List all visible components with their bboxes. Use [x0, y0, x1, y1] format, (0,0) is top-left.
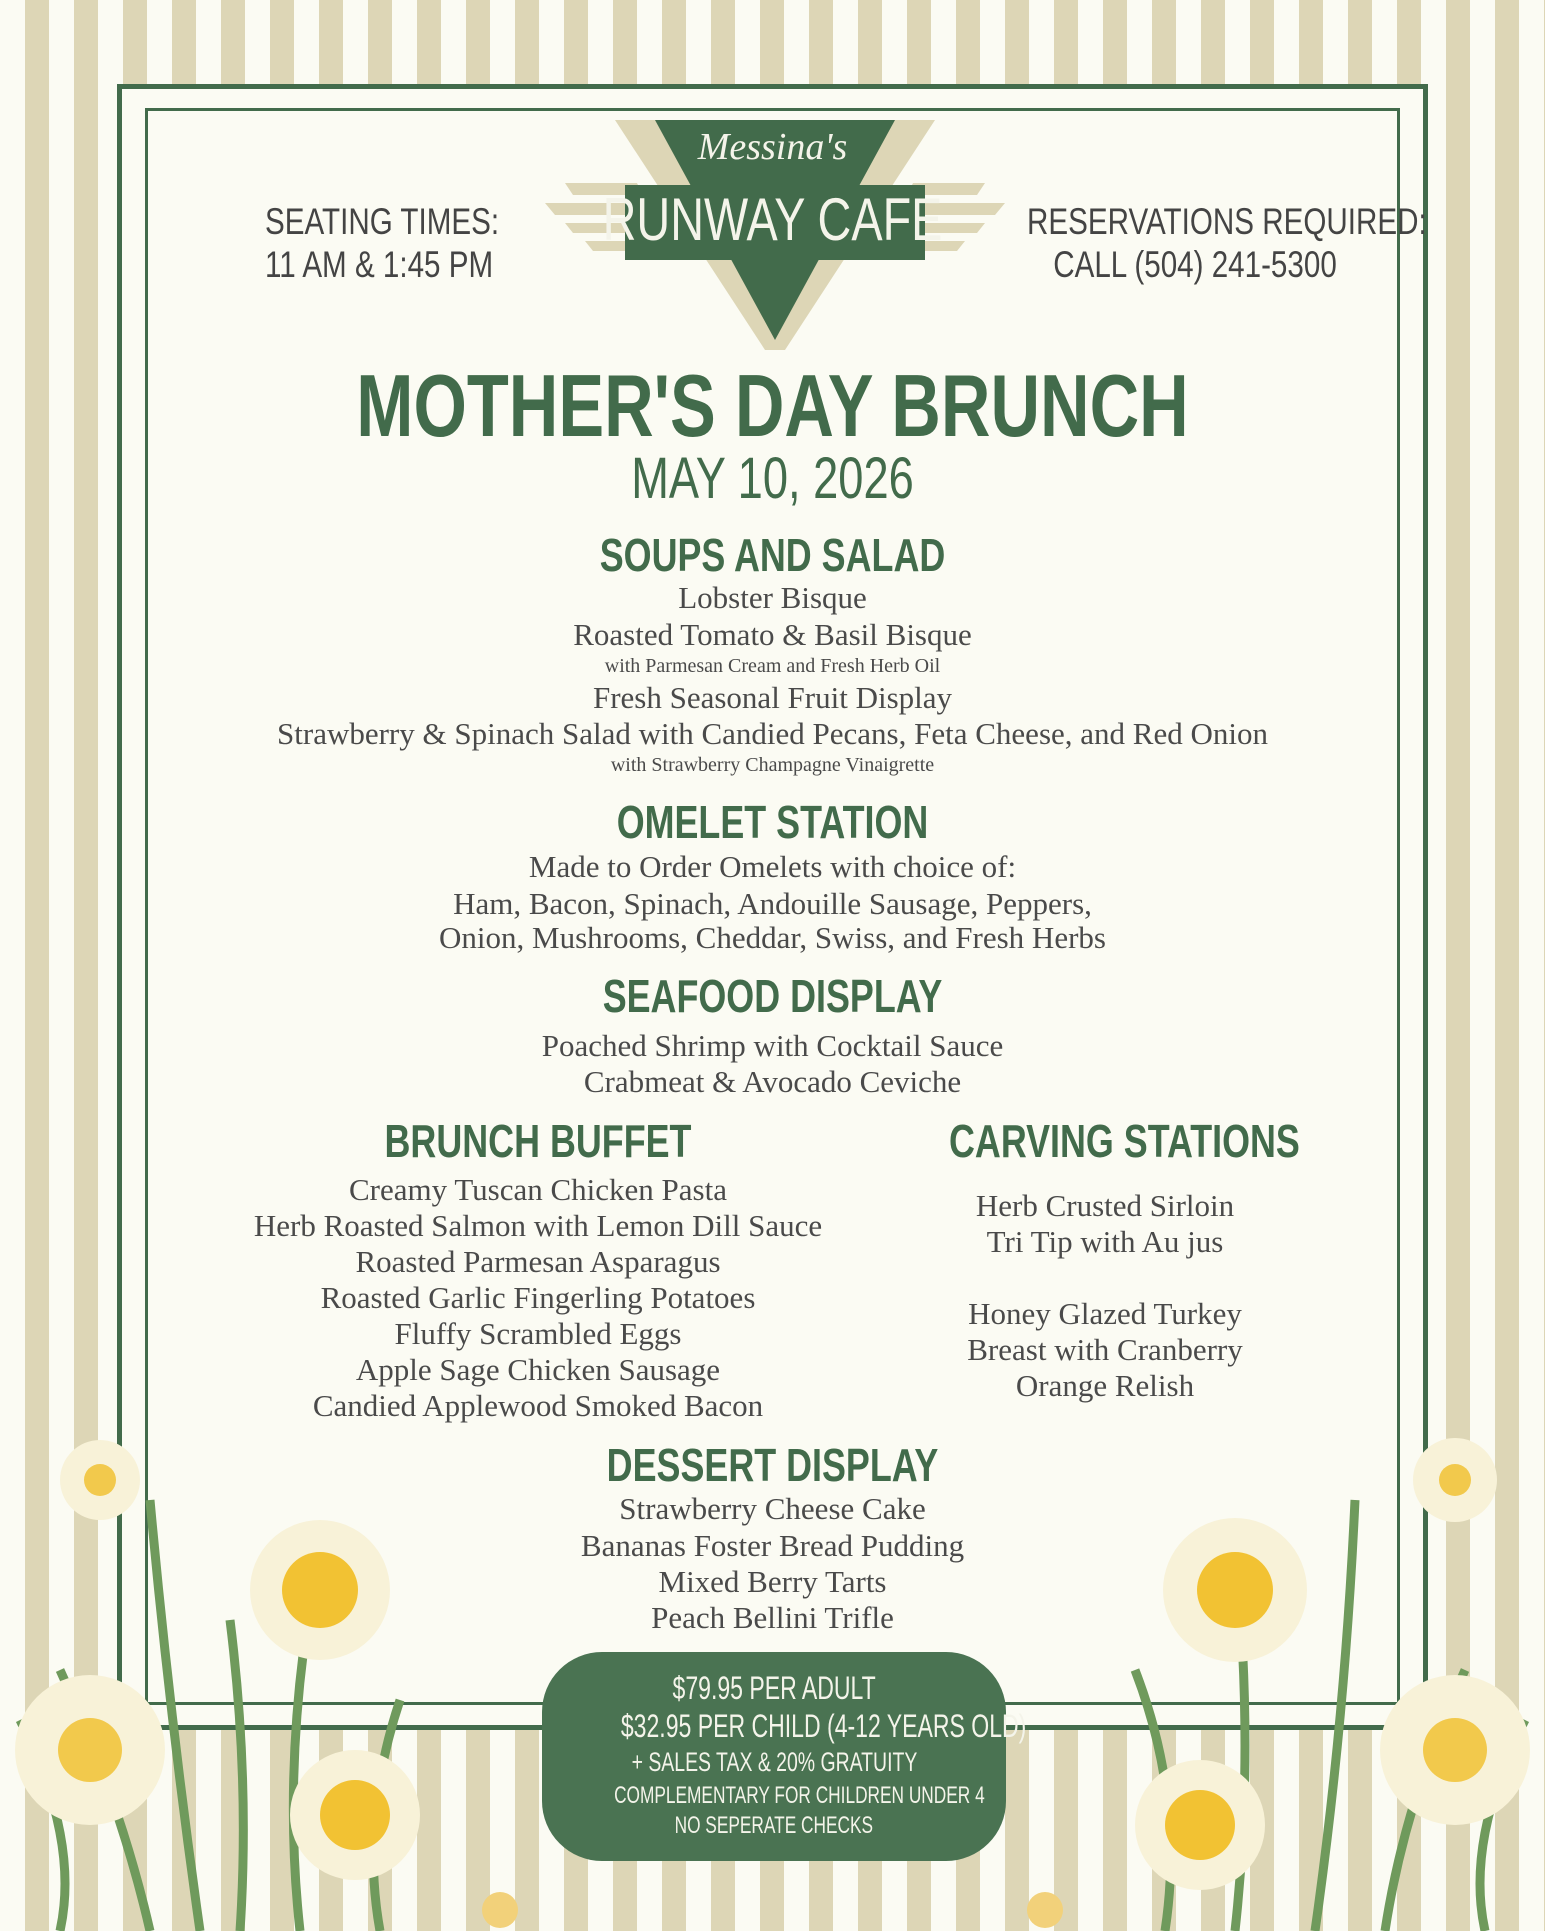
menu-item: Candied Applewood Smoked Bacon [312, 1388, 764, 1423]
section-heading-dessert: DESSERT DISPLAY [606, 1439, 939, 1491]
adult-price: $79.95 PER ADULT [672, 1670, 876, 1706]
no-separate-checks: NO SEPERATE CHECKS [674, 1812, 874, 1839]
menu-item: Mixed Berry Tarts [658, 1564, 887, 1599]
menu-item: Tri Tip with Au jus [986, 1224, 1224, 1259]
buffet-items [188, 1172, 888, 1424]
logo-script: Messina's [697, 126, 848, 168]
menu-item: Breast with Cranberry [967, 1332, 1243, 1367]
child-price: $32.95 PER CHILD (4-12 YEARS OLD) [620, 1708, 1027, 1744]
menu-item: Strawberry Cheese Cake [619, 1491, 926, 1526]
menu-item: Lobster Bisque [678, 580, 867, 615]
section-heading-carving: CARVING STATIONS [949, 1115, 1300, 1167]
carving-stations-section [905, 1114, 1305, 1404]
menu-item: Fluffy Scrambled Eggs [394, 1316, 682, 1351]
menu-item-note: with Strawberry Champagne Vinaigrette [610, 754, 935, 776]
menu-item: Apple Sage Chicken Sausage [355, 1352, 721, 1387]
daffodil-decoration-right [1005, 1420, 1545, 1931]
seating-label: SEATING TIMES: [265, 201, 500, 242]
section-heading-omelet: OMELET STATION [616, 796, 929, 848]
children-under-4: COMPLEMENTARY FOR CHILDREN UNDER 4 [614, 1782, 985, 1809]
menu-item: Peach Bellini Trifle [651, 1600, 894, 1635]
menu-item: Fresh Seasonal Fruit Display [592, 680, 953, 715]
section-heading-soups: SOUPS AND SALAD [599, 529, 946, 581]
menu-item-note: with Parmesan Cream and Fresh Herb Oil [604, 655, 941, 677]
daffodil-flower-icon [15, 1440, 518, 1928]
menu-item: Orange Relish [1015, 1368, 1195, 1403]
menu-item: Roasted Parmesan Asparagus [355, 1244, 721, 1279]
reservations-label: RESERVATIONS REQUIRED: [1027, 201, 1427, 242]
tax-gratuity: + SALES TAX & 20% GRATUITY [631, 1747, 917, 1777]
menu-item: Bananas Foster Bread Pudding [580, 1528, 965, 1563]
menu-item: Herb Roasted Salmon with Lemon Dill Sauce [253, 1208, 823, 1243]
menu-item: Roasted Tomato & Basil Bisque [573, 617, 972, 652]
brunch-buffet-section [188, 1114, 888, 1424]
menu-item: Crabmeat & Avocado Ceviche [583, 1064, 962, 1099]
menu-item: Creamy Tuscan Chicken Pasta [349, 1172, 727, 1207]
page-title: MOTHER'S DAY BRUNCH [356, 356, 1189, 455]
section-heading-buffet: BRUNCH BUFFET [384, 1115, 692, 1167]
menu-item: Onion, Mushrooms, Cheddar, Swiss, and Fresh Herbs [439, 920, 1106, 955]
menu-item: Honey Glazed Turkey [968, 1296, 1242, 1331]
pricing-box [542, 1652, 1027, 1861]
logo-name: RUNWAY CAFE [602, 186, 943, 253]
daffodil-flower-icon [1027, 1438, 1530, 1928]
event-date: MAY 10, 2026 [631, 446, 914, 511]
menu-item: Made to Order Omelets with choice of: [528, 849, 1017, 884]
menu-item: Strawberry & Spinach Salad with Candied Pecans, Feta Cheese, and Red Onion [277, 716, 1268, 751]
seating-value: 11 AM & 1:45 PM [265, 244, 494, 285]
menu-item: Roasted Garlic Fingerling Potatoes [320, 1280, 756, 1315]
menu-item: Ham, Bacon, Spinach, Andouille Sausage, Peppers, [453, 886, 1092, 921]
daffodil-decoration-left [0, 1420, 540, 1931]
menu-item: Herb Crusted Sirloin [975, 1188, 1235, 1223]
reservations-phone: CALL (504) 241-5300 [1053, 244, 1337, 285]
carving-items [905, 1188, 1305, 1404]
menu-item: Poached Shrimp with Cocktail Sauce [541, 1028, 1004, 1063]
section-heading-seafood: SEAFOOD DISPLAY [602, 970, 943, 1022]
